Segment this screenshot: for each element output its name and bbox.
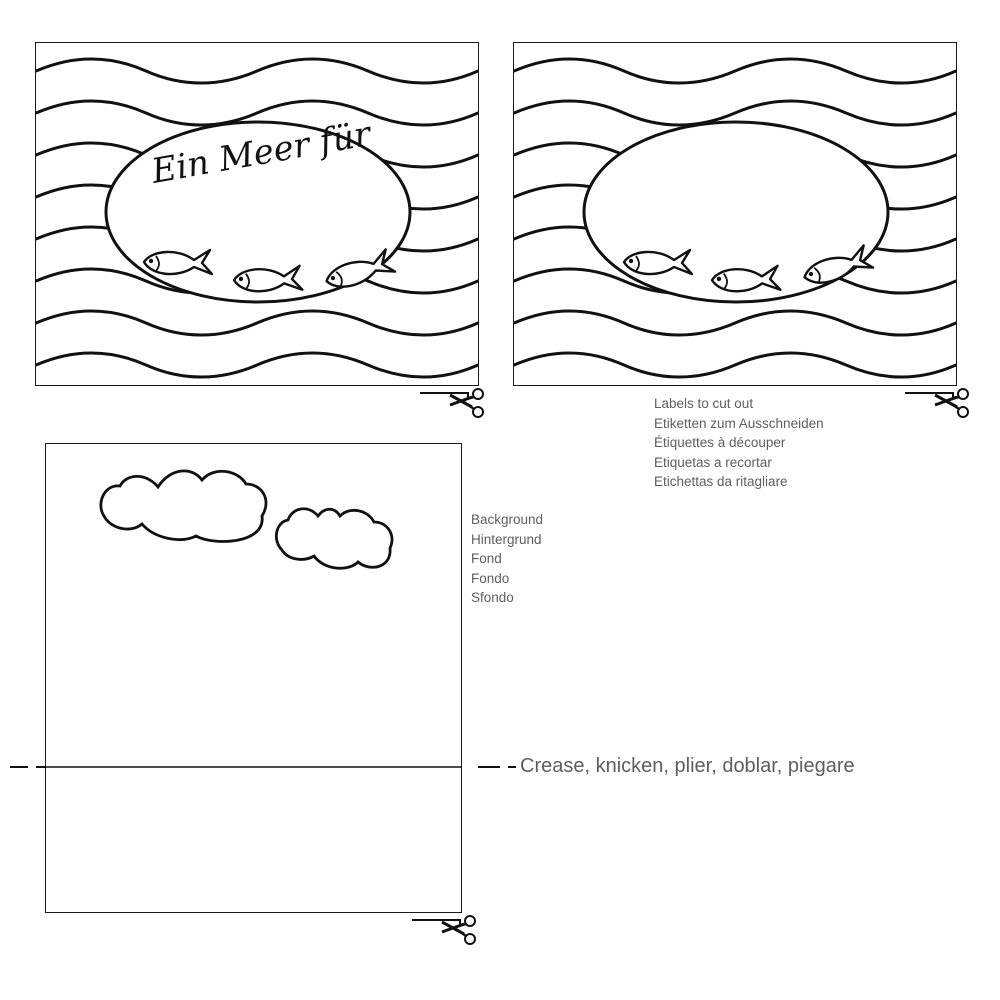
caption-line: Background [471, 512, 544, 527]
scissors-icon [412, 912, 492, 958]
background-caption [471, 510, 543, 608]
caption-line: Etiquetas a recortar [654, 454, 772, 470]
labels-caption [654, 394, 824, 492]
label-with-heading [35, 42, 479, 386]
label-blank [513, 42, 957, 386]
clouds-illustration [46, 444, 461, 912]
caption-line: Étiquettes à découper [654, 435, 786, 450]
caption-line: Fondo [471, 570, 510, 586]
crease-instruction: Crease, knicken, plier, doblar, piegare [520, 755, 855, 777]
cloud-icon [101, 471, 266, 542]
label-heading: Ein Meer für [148, 114, 374, 192]
caption-line: Etichettas da ritagliare [654, 474, 788, 489]
scissors-icon [905, 385, 985, 431]
caption-line: Fond [471, 551, 502, 566]
cloud-icon [276, 509, 392, 568]
background-panel [45, 443, 462, 913]
sea-waves-illustration [36, 43, 478, 385]
scissors-icon [420, 385, 500, 431]
caption-line: Etiketten zum Ausschneiden [654, 415, 824, 431]
caption-line: Hintergrund [471, 531, 542, 547]
sea-waves-illustration [514, 43, 956, 385]
caption-line: Labels to cut out [654, 396, 754, 411]
caption-line: Sfondo [471, 590, 514, 605]
